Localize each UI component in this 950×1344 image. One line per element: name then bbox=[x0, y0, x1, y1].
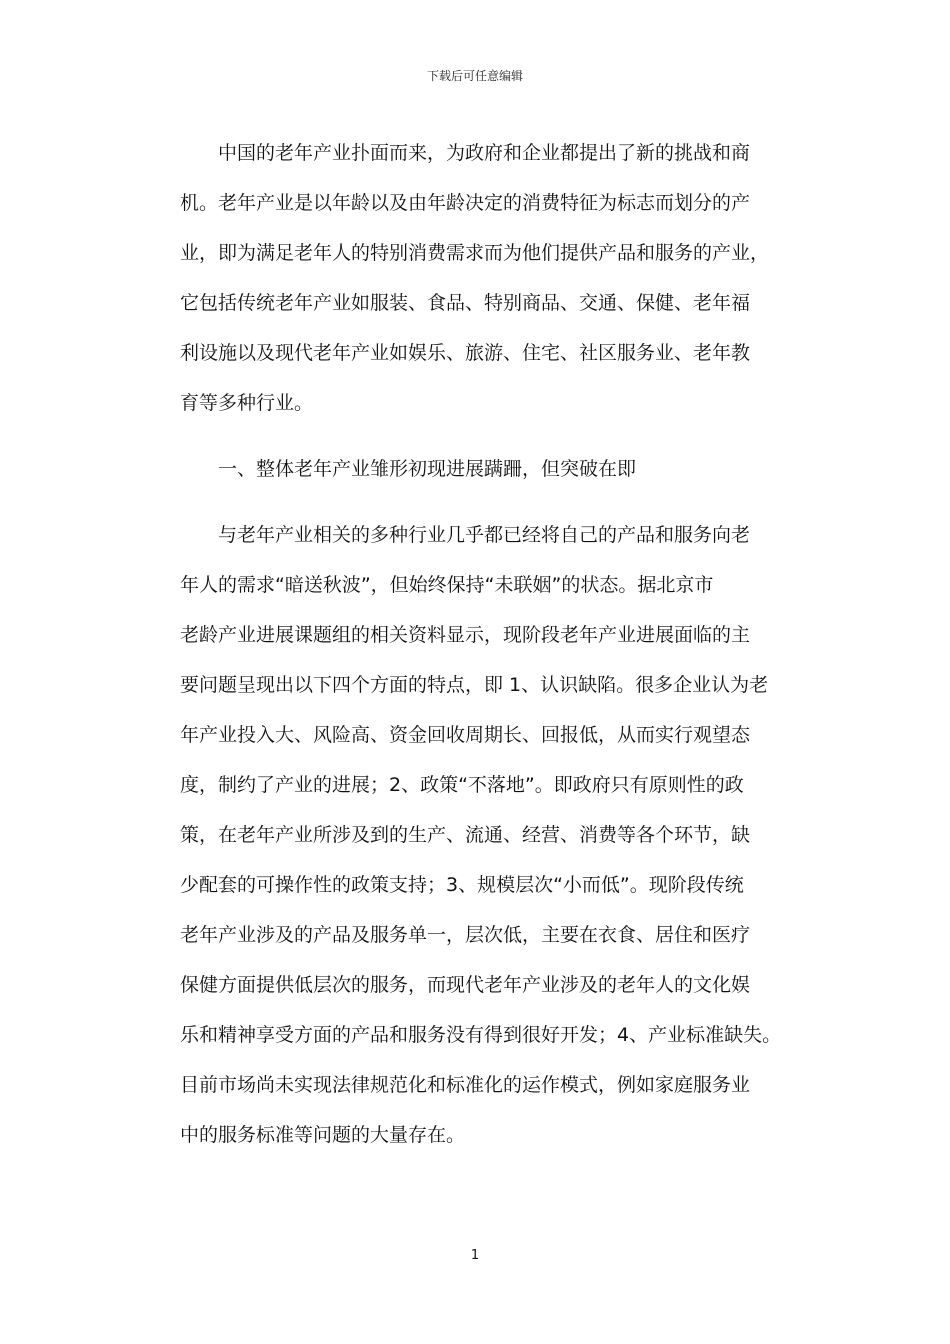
text-line: 老年产业涉及的产品及服务单一，层次低，主要在衣食、居住和医疗 bbox=[180, 924, 751, 946]
text-line: 策，在老年产业所涉及到的生产、流通、经营、消费等各个环节，缺 bbox=[180, 824, 751, 846]
text-line: 机。老年产业是以年龄以及由年龄决定的消费特征为标志而划分的产 bbox=[180, 192, 751, 214]
text-line: 中的服务标准等问题的大量存在。 bbox=[180, 1124, 466, 1146]
text-line: 它包括传统老年产业如服装、食品、特别商品、交通、保健、老年福 bbox=[180, 292, 751, 314]
text-line: 利设施以及现代老年产业如娱乐、旅游、住宅、社区服务业、老年教 bbox=[180, 342, 751, 364]
document-body bbox=[180, 128, 782, 1160]
text-line: 年产业投入大、风险高、资金回收周期长、回报低，从而实行观望态 bbox=[180, 724, 751, 746]
section-heading bbox=[180, 444, 772, 494]
text-line: 目前市场尚未实现法律规范化和标准化的运作模式，例如家庭服务业 bbox=[180, 1074, 751, 1096]
text-line: 老龄产业进展课题组的相关资料显示，现阶段老年产业进展面临的主 bbox=[180, 624, 751, 646]
section-heading-text: 一、整体老年产业雏形初现进展蹒跚，但突破在即 bbox=[218, 458, 637, 480]
text-line: 要问题呈现出以下四个方面的特点，即 1、认识缺陷。很多企业认为老 bbox=[180, 674, 769, 696]
page-number: 1 bbox=[470, 1248, 480, 1263]
text-line: 业，即为满足老年人的特别消费需求而为他们提供产品和服务的产业， bbox=[180, 242, 770, 264]
text-line: 育等多种行业。 bbox=[180, 392, 314, 414]
text-line: 少配套的可操作性的政策支持；3、规模层次“小而低”。现阶段传统 bbox=[180, 874, 744, 896]
paragraph-intro bbox=[180, 128, 772, 428]
text-line: 度，制约了产业的进展；2、政策“不落地”。即政府只有原则性的政 bbox=[180, 774, 744, 796]
text-line: 年人的需求“暗送秋波”，但始终保持“未联姻”的状态。据北京市 bbox=[180, 574, 714, 596]
paragraph-body bbox=[180, 510, 782, 1160]
text-line: 乐和精神享受方面的产品和服务没有得到很好开发；4、产业标准缺失。 bbox=[180, 1024, 782, 1046]
text-line: 中国的老年产业扑面而来，为政府和企业都提出了新的挑战和商 bbox=[218, 142, 751, 164]
text-line: 与老年产业相关的多种行业几乎都已经将自己的产品和服务向老 bbox=[218, 524, 751, 546]
text-line: 保健方面提供低层次的服务，而现代老年产业涉及的老年人的文化娱 bbox=[180, 974, 751, 996]
page-header: 下载后可任意编辑 bbox=[426, 69, 523, 83]
